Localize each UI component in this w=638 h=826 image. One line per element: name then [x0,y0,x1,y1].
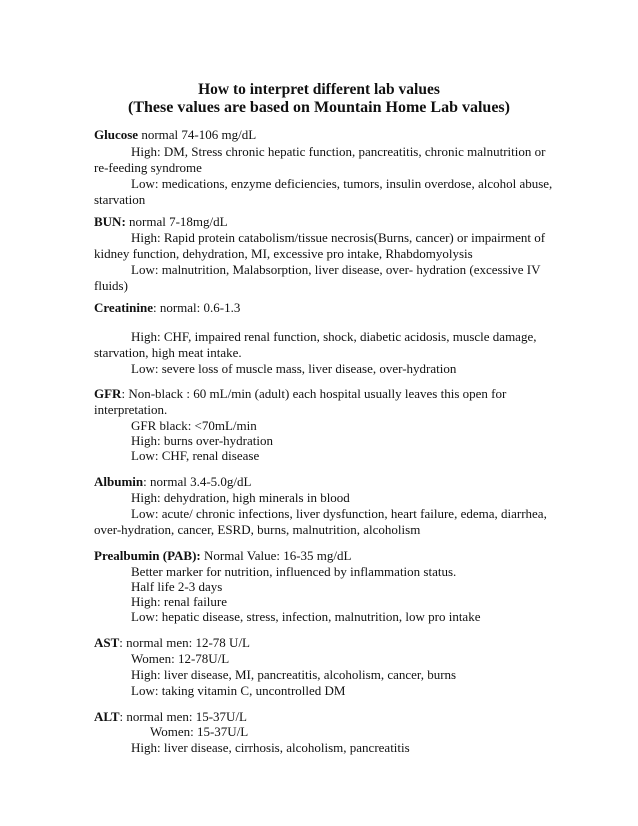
gfr-low-line: Low: CHF, renal disease [131,448,260,463]
prealbumin-half-life-line: Half life 2-3 days [131,579,223,594]
glucose-normal: normal 74-106 mg/dL [138,127,257,142]
albumin-normal: : normal 3.4-5.0g/dL [143,474,252,489]
prealbumin-high-line: High: renal failure [131,594,228,609]
alt-label: ALT [94,709,120,724]
prealbumin-normal: Normal Value: 16-35 mg/dL [200,548,352,563]
glucose-normal-line [94,126,256,143]
gfr-nonblack: : Non-black : 60 mL/min (adult) each hospital usually leaves this open for [121,386,507,401]
bun-normal-line [94,213,228,230]
alt-women-line: Women: 15-37U/L [150,724,249,739]
document-title: How to interpret different lab values [198,81,440,98]
ast-men: : normal men: 12-78 U/L [119,635,250,650]
albumin-low-line-2: over-hydration, cancer, ESRD, burns, malnutrition, alcoholism [94,522,421,537]
glucose-label: Glucose [94,127,139,142]
ast-women-line: Women: 12-78U/L [131,651,230,666]
bun-normal: normal 7-18mg/dL [125,214,228,229]
bun-low-line-1: Low: malnutrition, Malabsorption, liver disease, over- hydration (excessive IV [131,262,541,277]
prealbumin-low-line: Low: hepatic disease, stress, infection, malnutrition, low pro intake [131,609,481,624]
prealbumin-label: Prealbumin (PAB): [94,548,201,563]
gfr-line-2: interpretation. [94,402,168,417]
gfr-label: GFR [94,386,122,401]
bun-low-line-2: fluids) [94,278,128,293]
ast-men-line [94,634,250,651]
ast-high-line: High: liver disease, MI, pancreatitis, alcoholism, cancer, burns [131,667,457,682]
ast-label: AST [94,635,120,650]
glucose-high-line-1: High: DM, Stress chronic hepatic function, pancreatitis, chronic malnutrition or [131,144,546,159]
gfr-line-1 [94,385,506,402]
ast-low-line: Low: taking vitamin C, uncontrolled DM [131,683,346,698]
creatinine-label: Creatinine [94,300,153,315]
bun-high-line-1: High: Rapid protein catabolism/tissue necrosis(Burns, cancer) or impairment of [131,230,546,245]
creatinine-low-line: Low: severe loss of muscle mass, liver disease, over-hydration [131,361,457,376]
glucose-high-line-2: re-feeding syndrome [94,160,202,175]
alt-men: : normal men: 15-37U/L [119,709,247,724]
bun-label: BUN: [94,214,126,229]
prealbumin-normal-line [94,547,351,564]
glucose-low-line-1: Low: medications, enzyme deficiencies, tumors, insulin overdose, alcohol abuse, [131,176,553,191]
bun-high-line-2: kidney function, dehydration, MI, excessive pro intake, Rhabdomyolysis [94,246,473,261]
document-subtitle: (These values are based on Mountain Home Lab values) [128,99,510,116]
glucose-low-line-2: starvation [94,192,146,207]
gfr-high-line: High: burns over-hydration [131,433,273,448]
prealbumin-marker-line: Better marker for nutrition, influenced by inflammation status. [131,564,457,579]
creatinine-normal-line [94,299,240,316]
albumin-label: Albumin [94,474,144,489]
albumin-low-line-1: Low: acute/ chronic infections, liver dysfunction, heart failure, edema, diarrhea, [131,506,547,521]
creatinine-high-line-1: High: CHF, impaired renal function, shock, diabetic acidosis, muscle damage, [131,329,537,344]
alt-high-line: High: liver disease, cirrhosis, alcoholism, pancreatitis [131,740,410,755]
albumin-normal-line [94,473,251,490]
albumin-high-line: High: dehydration, high minerals in blood [131,490,350,505]
gfr-black-line: GFR black: <70mL/min [131,418,257,433]
creatinine-normal: : normal: 0.6-1.3 [152,300,241,315]
creatinine-high-line-2: starvation, high meat intake. [94,345,242,360]
